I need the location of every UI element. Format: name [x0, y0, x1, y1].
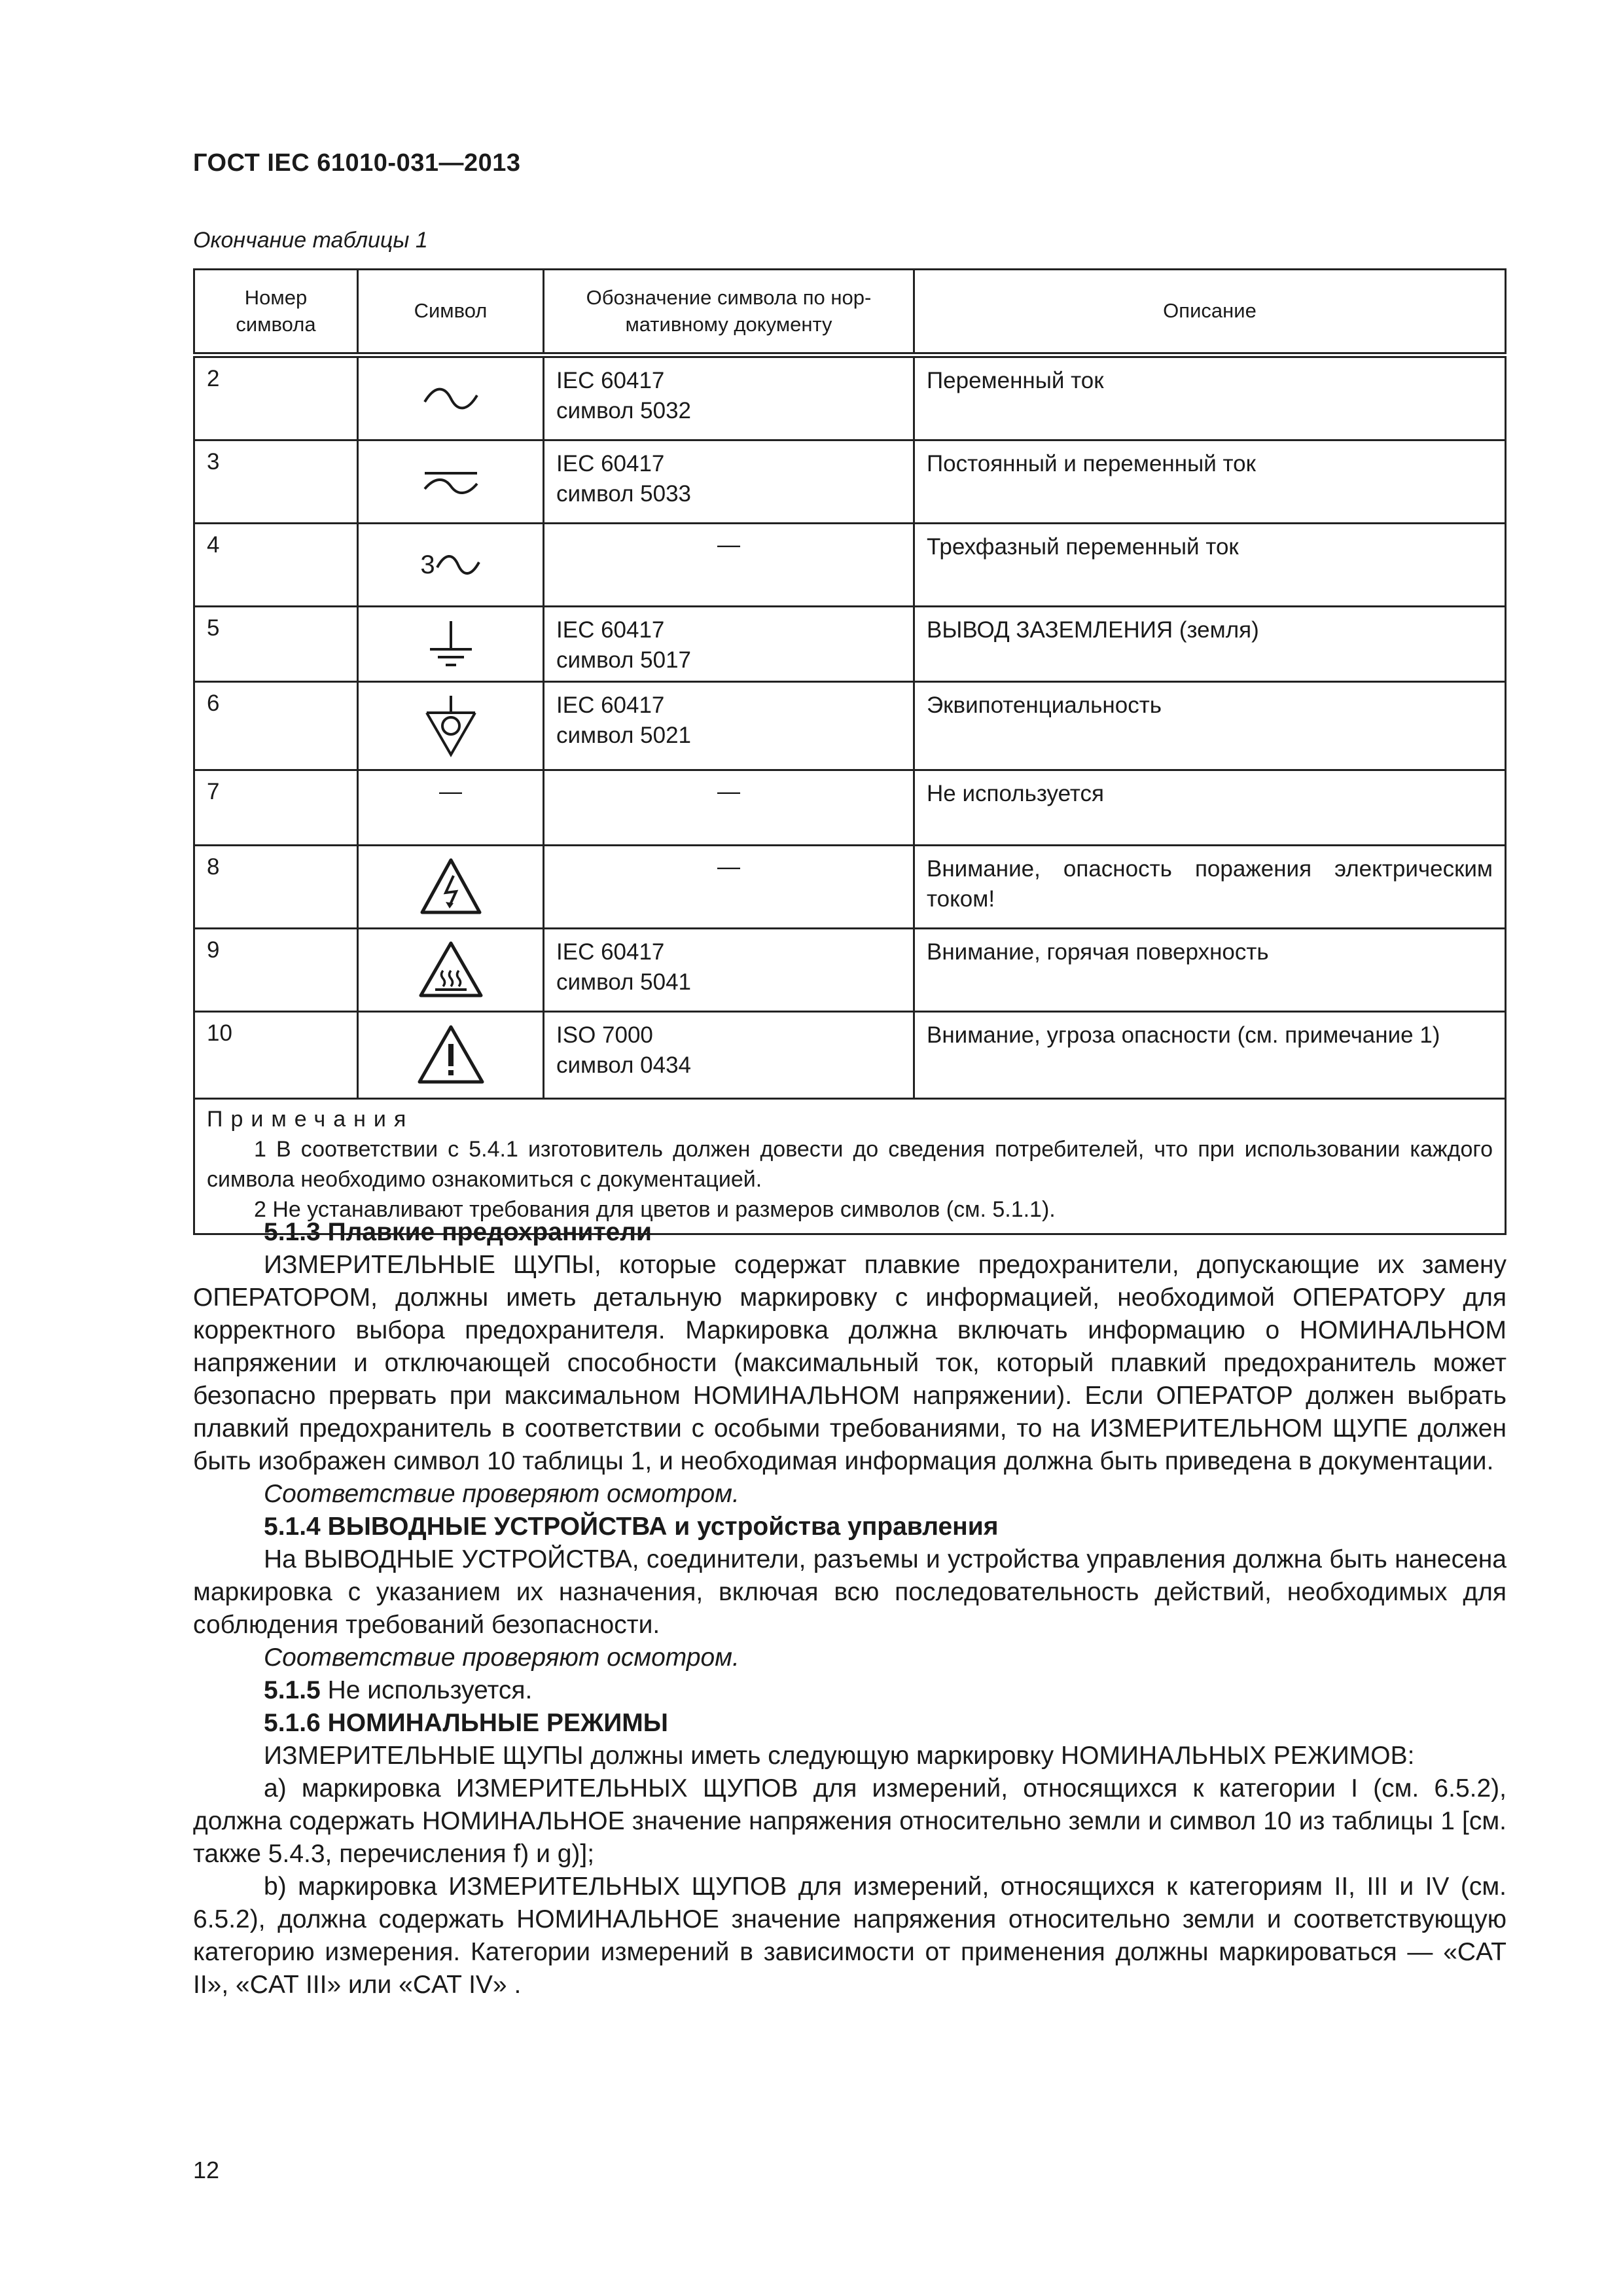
symbol-cell — [358, 355, 544, 440]
document-cell: IEC 60417 символ 5021 — [544, 682, 914, 770]
table-notes-row — [194, 1099, 1506, 1234]
column-header-symbol: Символ — [358, 270, 544, 355]
row-number: 6 — [194, 682, 358, 770]
document-cell: — — [544, 524, 914, 607]
description-cell: Постоянный и переменный ток — [914, 440, 1506, 524]
table-row — [194, 524, 1506, 607]
paragraph: На ВЫВОДНЫЕ УСТРОЙСТВА, соединители, разъемы и устройства управления должна быть нанесена маркировка с указанием их назначения, включая всю последовательность действий, необходимых для соблюдения требований безопасности. — [193, 1545, 1507, 1639]
document-cell: — — [544, 770, 914, 846]
row-number: 9 — [194, 929, 358, 1012]
page-number: 12 — [193, 2157, 220, 2183]
symbols-table — [193, 268, 1507, 1235]
description-cell: Внимание, угроза опасности (см. примечание 1) — [914, 1012, 1506, 1099]
section-heading-5-1-4: 5.1.4 ВЫВОДНЫЕ УСТРОЙСТВА и устройства управления — [264, 1513, 999, 1541]
symbol-cell — [358, 440, 544, 524]
description-cell: Эквипотенциальность — [914, 682, 1506, 770]
row-number: 4 — [194, 524, 358, 607]
description-cell: Не используется — [914, 770, 1506, 846]
description-cell: Внимание, горячая поверхность — [914, 929, 1506, 1012]
symbol-cell: — — [358, 770, 544, 846]
hot-surface-warning-icon — [418, 941, 484, 999]
compliance-check: Соответствие проверяют осмотром. — [264, 1480, 740, 1508]
list-item-b: b) маркировка ИЗМЕРИТЕЛЬНЫХ ЩУПОВ для измерений, относящихся к категориям II, III и IV (см. 6.5.2), должна содержать НОМИНАЛЬНОЕ значение напряжения относительно земли и соответствующую категорию измерения. Категории измерений в зависимости от применения должны маркироваться — «CAT II», «CAT III» или «CAT IV» . — [193, 1873, 1507, 1999]
table-row — [194, 440, 1506, 524]
row-number: 2 — [194, 355, 358, 440]
symbol-cell — [358, 524, 544, 607]
column-header-document: Обозначение символа по нор- мативному документу — [544, 270, 914, 355]
document-header: ГОСТ IEC 61010-031—2013 — [193, 149, 521, 177]
table-caption: Окончание таблицы 1 — [193, 228, 428, 253]
list-item-a: а) маркировка ИЗМЕРИТЕЛЬНЫХ ЩУПОВ для измерений, относящихся к категории I (см. 6.5.2), должна содержать НОМИНАЛЬНОЕ значение напряжения относительно земли и символ 10 из таблицы 1 [см. также 5.4.3, перечисления f) и g)]; — [193, 1774, 1507, 1868]
notes-title: Примечания — [207, 1107, 414, 1132]
symbol-cell — [358, 682, 544, 770]
document-body — [193, 1216, 1507, 2001]
section-heading-5-1-6: 5.1.6 НОМИНАЛЬНЫЕ РЕЖИМЫ — [264, 1709, 668, 1737]
table-row — [194, 846, 1506, 929]
document-cell: IEC 60417 символ 5033 — [544, 440, 914, 524]
document-cell: IEC 60417 символ 5041 — [544, 929, 914, 1012]
column-header-number: Номер символа — [194, 270, 358, 355]
earth-ground-icon — [425, 618, 477, 670]
ac-dc-current-icon — [421, 465, 480, 498]
description-cell: Внимание, опасность поражения электрическим током! — [914, 846, 1506, 929]
row-number: 3 — [194, 440, 358, 524]
document-cell: — — [544, 846, 914, 929]
description-cell: Трехфазный переменный ток — [914, 524, 1506, 607]
paragraph: ИЗМЕРИТЕЛЬНЫЕ ЩУПЫ должны иметь следующую маркировку НОМИНАЛЬНЫХ РЕЖИМОВ: — [264, 1742, 1415, 1770]
document-cell: ISO 7000 символ 0434 — [544, 1012, 914, 1099]
document-cell: IEC 60417 символ 5017 — [544, 607, 914, 682]
table-row — [194, 355, 1506, 440]
description-cell: ВЫВОД ЗАЗЕМЛЕНИЯ (земля) — [914, 607, 1506, 682]
ac-current-icon — [421, 382, 480, 415]
electric-shock-warning-icon — [419, 857, 482, 916]
section-5-1-5: 5.1.5 Не используется. — [264, 1676, 533, 1704]
note-2: 2 Не устанавливают требования для цветов и размеров символов (см. 5.1.1). — [254, 1196, 1056, 1222]
row-number: 8 — [194, 846, 358, 929]
symbol-cell — [358, 929, 544, 1012]
note-1: 1 В соответствии с 5.4.1 изготовитель должен довести до сведения потребителей, что при использовании каждого символа необходимо ознакомиться с документацией. — [207, 1136, 1493, 1192]
table-row — [194, 682, 1506, 770]
symbol-cell — [358, 607, 544, 682]
row-number: 10 — [194, 1012, 358, 1099]
three-phase-ac-icon: 3 — [420, 550, 480, 580]
general-warning-icon — [417, 1024, 485, 1086]
document-cell: IEC 60417 символ 5032 — [544, 355, 914, 440]
row-number: 5 — [194, 607, 358, 682]
description-cell: Переменный ток — [914, 355, 1506, 440]
table-row — [194, 1012, 1506, 1099]
symbol-cell — [358, 1012, 544, 1099]
equipotential-icon — [421, 693, 480, 759]
table-row — [194, 929, 1506, 1012]
compliance-check: Соответствие проверяют осмотром. — [264, 1643, 740, 1672]
column-header-description: Описание — [914, 270, 1506, 355]
paragraph: ИЗМЕРИТЕЛЬНЫЕ ЩУПЫ, которые содержат плавкие предохранители, допускающие их замену ОПЕРАТОРОМ, должны иметь детальную маркировку с информацией, необходимой ОПЕРАТОРУ для корректного выбора предохранителя. Маркировка должна включать информацию о НОМИНАЛЬНОМ напряжении и отключающей способности (максимальный ток, который плавкий предохранитель может безопасно прервать при максимальном НОМИНАЛЬНОМ напряжении). Если ОПЕРАТОР должен выбрать плавкий предохранитель в соответствии с особыми требованиями, то на ИЗМЕРИТЕЛЬНОМ ЩУПЕ должен быть изображен символ 10 таблицы 1, и необходимая информация должна быть приведена в документации. — [193, 1251, 1507, 1475]
table-row — [194, 607, 1506, 682]
table-row — [194, 770, 1506, 846]
table-notes — [194, 1099, 1506, 1234]
section-heading-5-1-3: 5.1.3 Плавкие предохранители — [264, 1218, 652, 1246]
symbol-cell — [358, 846, 544, 929]
table-header-row — [194, 270, 1506, 355]
row-number: 7 — [194, 770, 358, 846]
